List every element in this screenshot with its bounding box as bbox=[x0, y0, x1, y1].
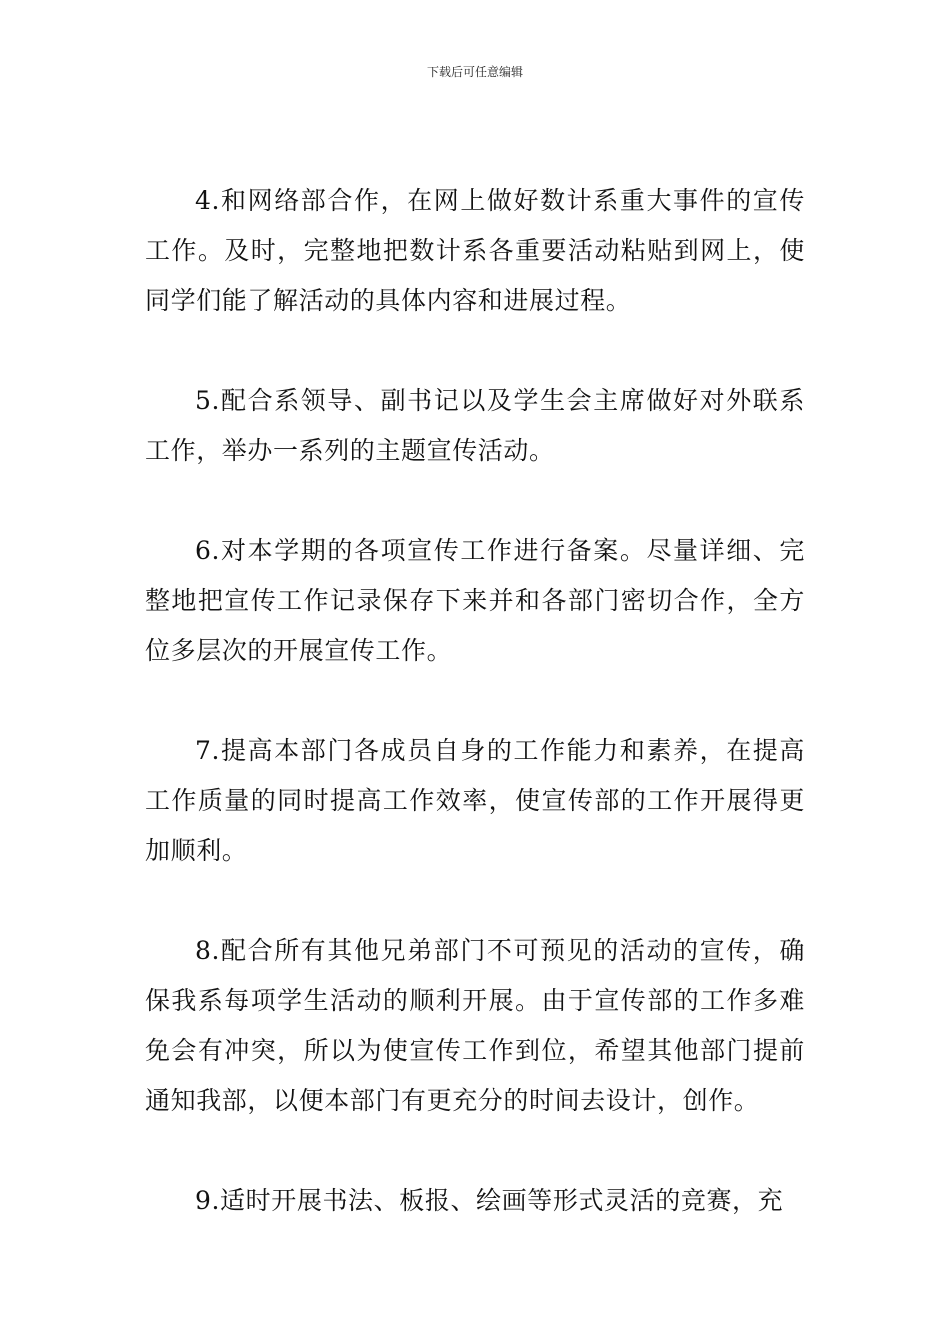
document-body bbox=[145, 176, 805, 1226]
paragraph-item-6: 6.对本学期的各项宣传工作进行备案。尽量详细、完整地把宣传工作记录保存下来并和各部门密切合作，全方位多层次的开展宣传工作。 bbox=[145, 536, 805, 665]
paragraph-item-4: 4.和网络部合作，在网上做好数计系重大事件的宣传工作。及时，完整地把数计系各重要活动粘贴到网上，使同学们能了解活动的具体内容和进展过程。 bbox=[145, 186, 805, 315]
paragraph-item-9: 9.适时开展书法、板报、绘画等形式灵活的竞赛，充 bbox=[195, 1186, 784, 1215]
paragraph-item-8: 8.配合所有其他兄弟部门不可预见的活动的宣传，确保我系每项学生活动的顺利开展。由于宣传部的工作多难免会有冲突，所以为使宣传工作到位，希望其他部门提前通知我部，以便本部门有更充分的时间去设计，创作。 bbox=[145, 936, 805, 1115]
page-header: 下载后可任意编辑 bbox=[426, 65, 523, 79]
paragraph-item-5: 5.配合系领导、副书记以及学生会主席做好对外联系工作，举办一系列的主题宣传活动。 bbox=[145, 386, 805, 465]
paragraph-item-7: 7.提高本部门各成员自身的工作能力和素养，在提高工作质量的同时提高工作效率，使宣传部的工作开展得更加顺利。 bbox=[145, 736, 805, 865]
